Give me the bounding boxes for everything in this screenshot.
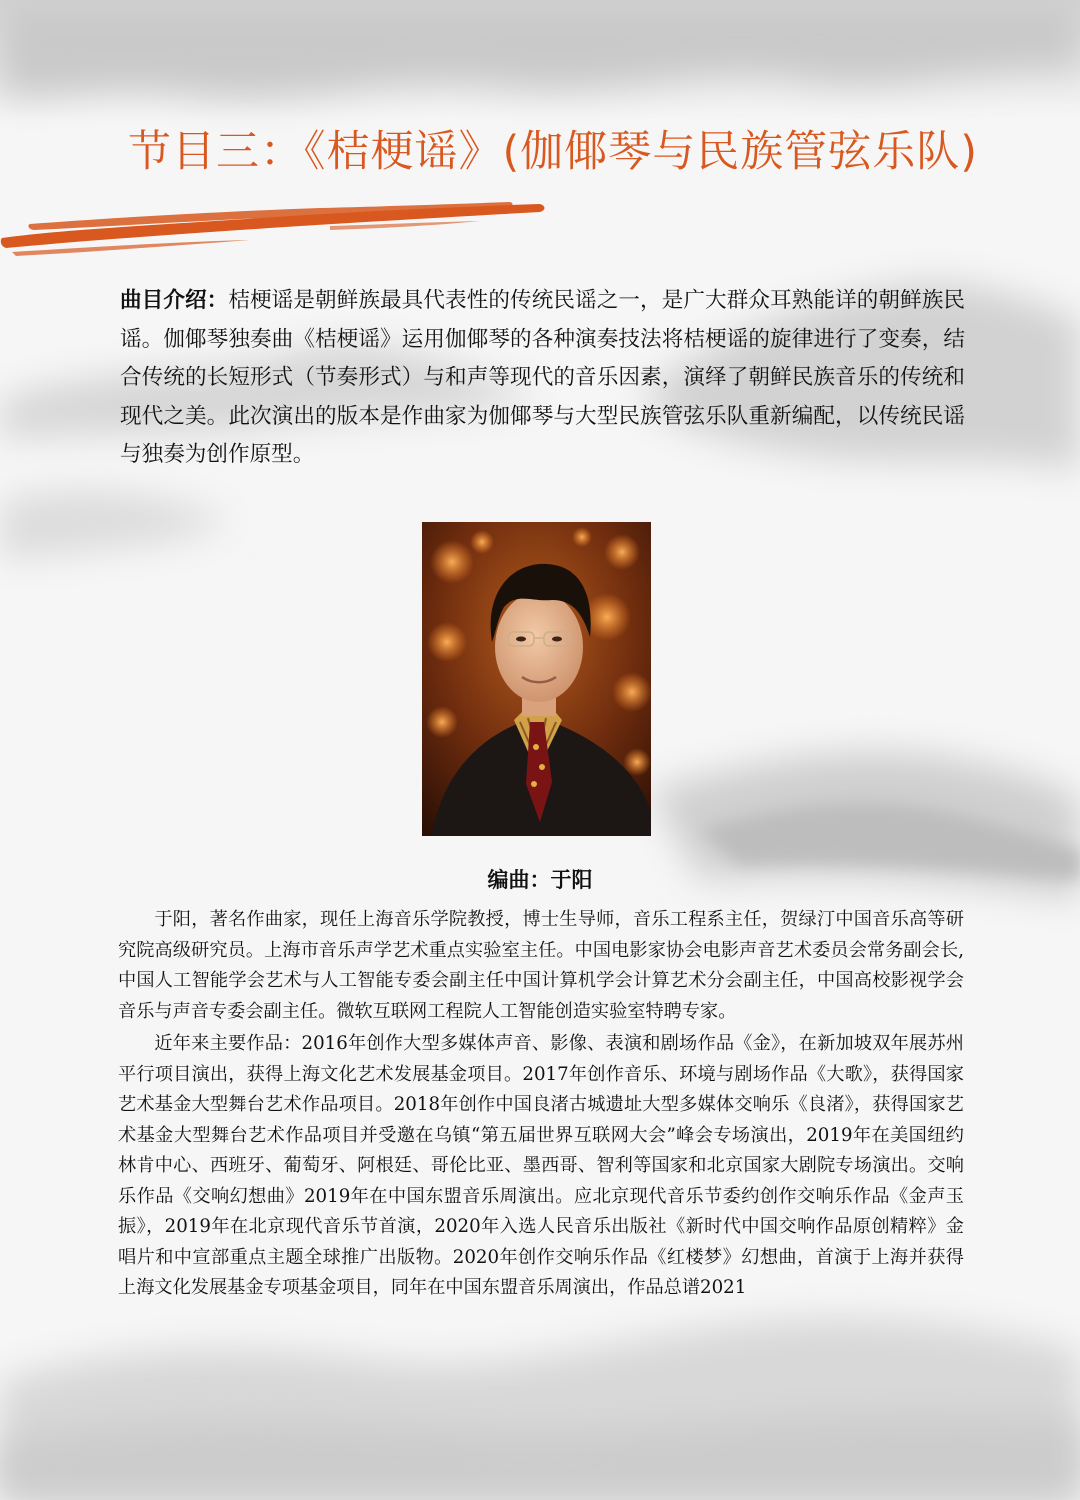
intro-text: 桔梗谣是朝鲜族最具代表性的传统民谣之一，是广大群众耳熟能详的朝鲜族民谣。伽倻琴独奏曲《桔梗谣》运用伽倻琴的各种演奏技法将桔梗谣的旋律进行了变奏，结合传统的长短形式（节奏形式）与和声等现代的音乐因素，演绎了朝鲜民族音乐的传统和现代之美。此次演出的版本是作曲家为伽倻琴与大型民族管弦乐队重新编配，以传统民谣与独奏为创作原型。 — [120, 288, 965, 467]
arranger-byline: 编曲：于阳 — [487, 867, 593, 892]
intro-label: 曲目介绍： — [120, 288, 229, 313]
bio-paragraph-2: 近年来主要作品：2016年创作大型多媒体声音、影像、表演和剧场作品《金》，在新加坡双年展苏州平行项目演出，获得上海文化艺术发展基金项目。2017年创作音乐、环境与剧场作品《大歌》，获得国家艺术基金大型舞台艺术作品项目。2018年创作中国良渚古城遗址大型多媒体交响乐《良渚》，获得国家艺术基金大型舞台艺术作品项目并受邀在乌镇“第五届世界互联网大会”峰会专场演出，2019年在美国纽约林肯中心、西班牙、葡萄牙、阿根廷、哥伦比亚、墨西哥、智利等国家和北京国家大剧院专场演出。交响乐作品《交响幻想曲》2019年在中国东盟音乐周演出。应北京现代音乐节委约创作交响乐作品《金声玉振》，2019年在北京现代音乐节首演，2020年入选人民音乐出版社《新时代中国交响作品原创精粹》金唱片和中宣部重点主题全球推广出版物。2020年创作交响乐作品《红楼梦》幻想曲，首演于上海并获得上海文化发展基金专项基金项目，同年在中国东盟音乐周演出，作品总谱2021 — [118, 1033, 964, 1298]
composer-portrait — [422, 522, 651, 836]
program-title: 节目三：《桔梗谣》(伽倻琴与民族管弦乐队) — [128, 127, 979, 177]
program-intro — [120, 282, 965, 475]
bio-paragraph-1: 于阳，著名作曲家，现任上海音乐学院教授，博士生导师，音乐工程系主任，贺绿汀中国音乐高等研究院高级研究员。上海市音乐声学艺术重点实验室主任。中国电影家协会电影声音艺术委员会常务副会长,中国人工智能学会艺术与人工智能专委会副主任中国计算机学会计算艺术分会副主任，中国高校影视学会音乐与声音专委会副主任。微软互联网工程院人工智能创造实验室特聘专家。 — [118, 909, 964, 1022]
brush-stroke-decoration — [0, 190, 560, 260]
